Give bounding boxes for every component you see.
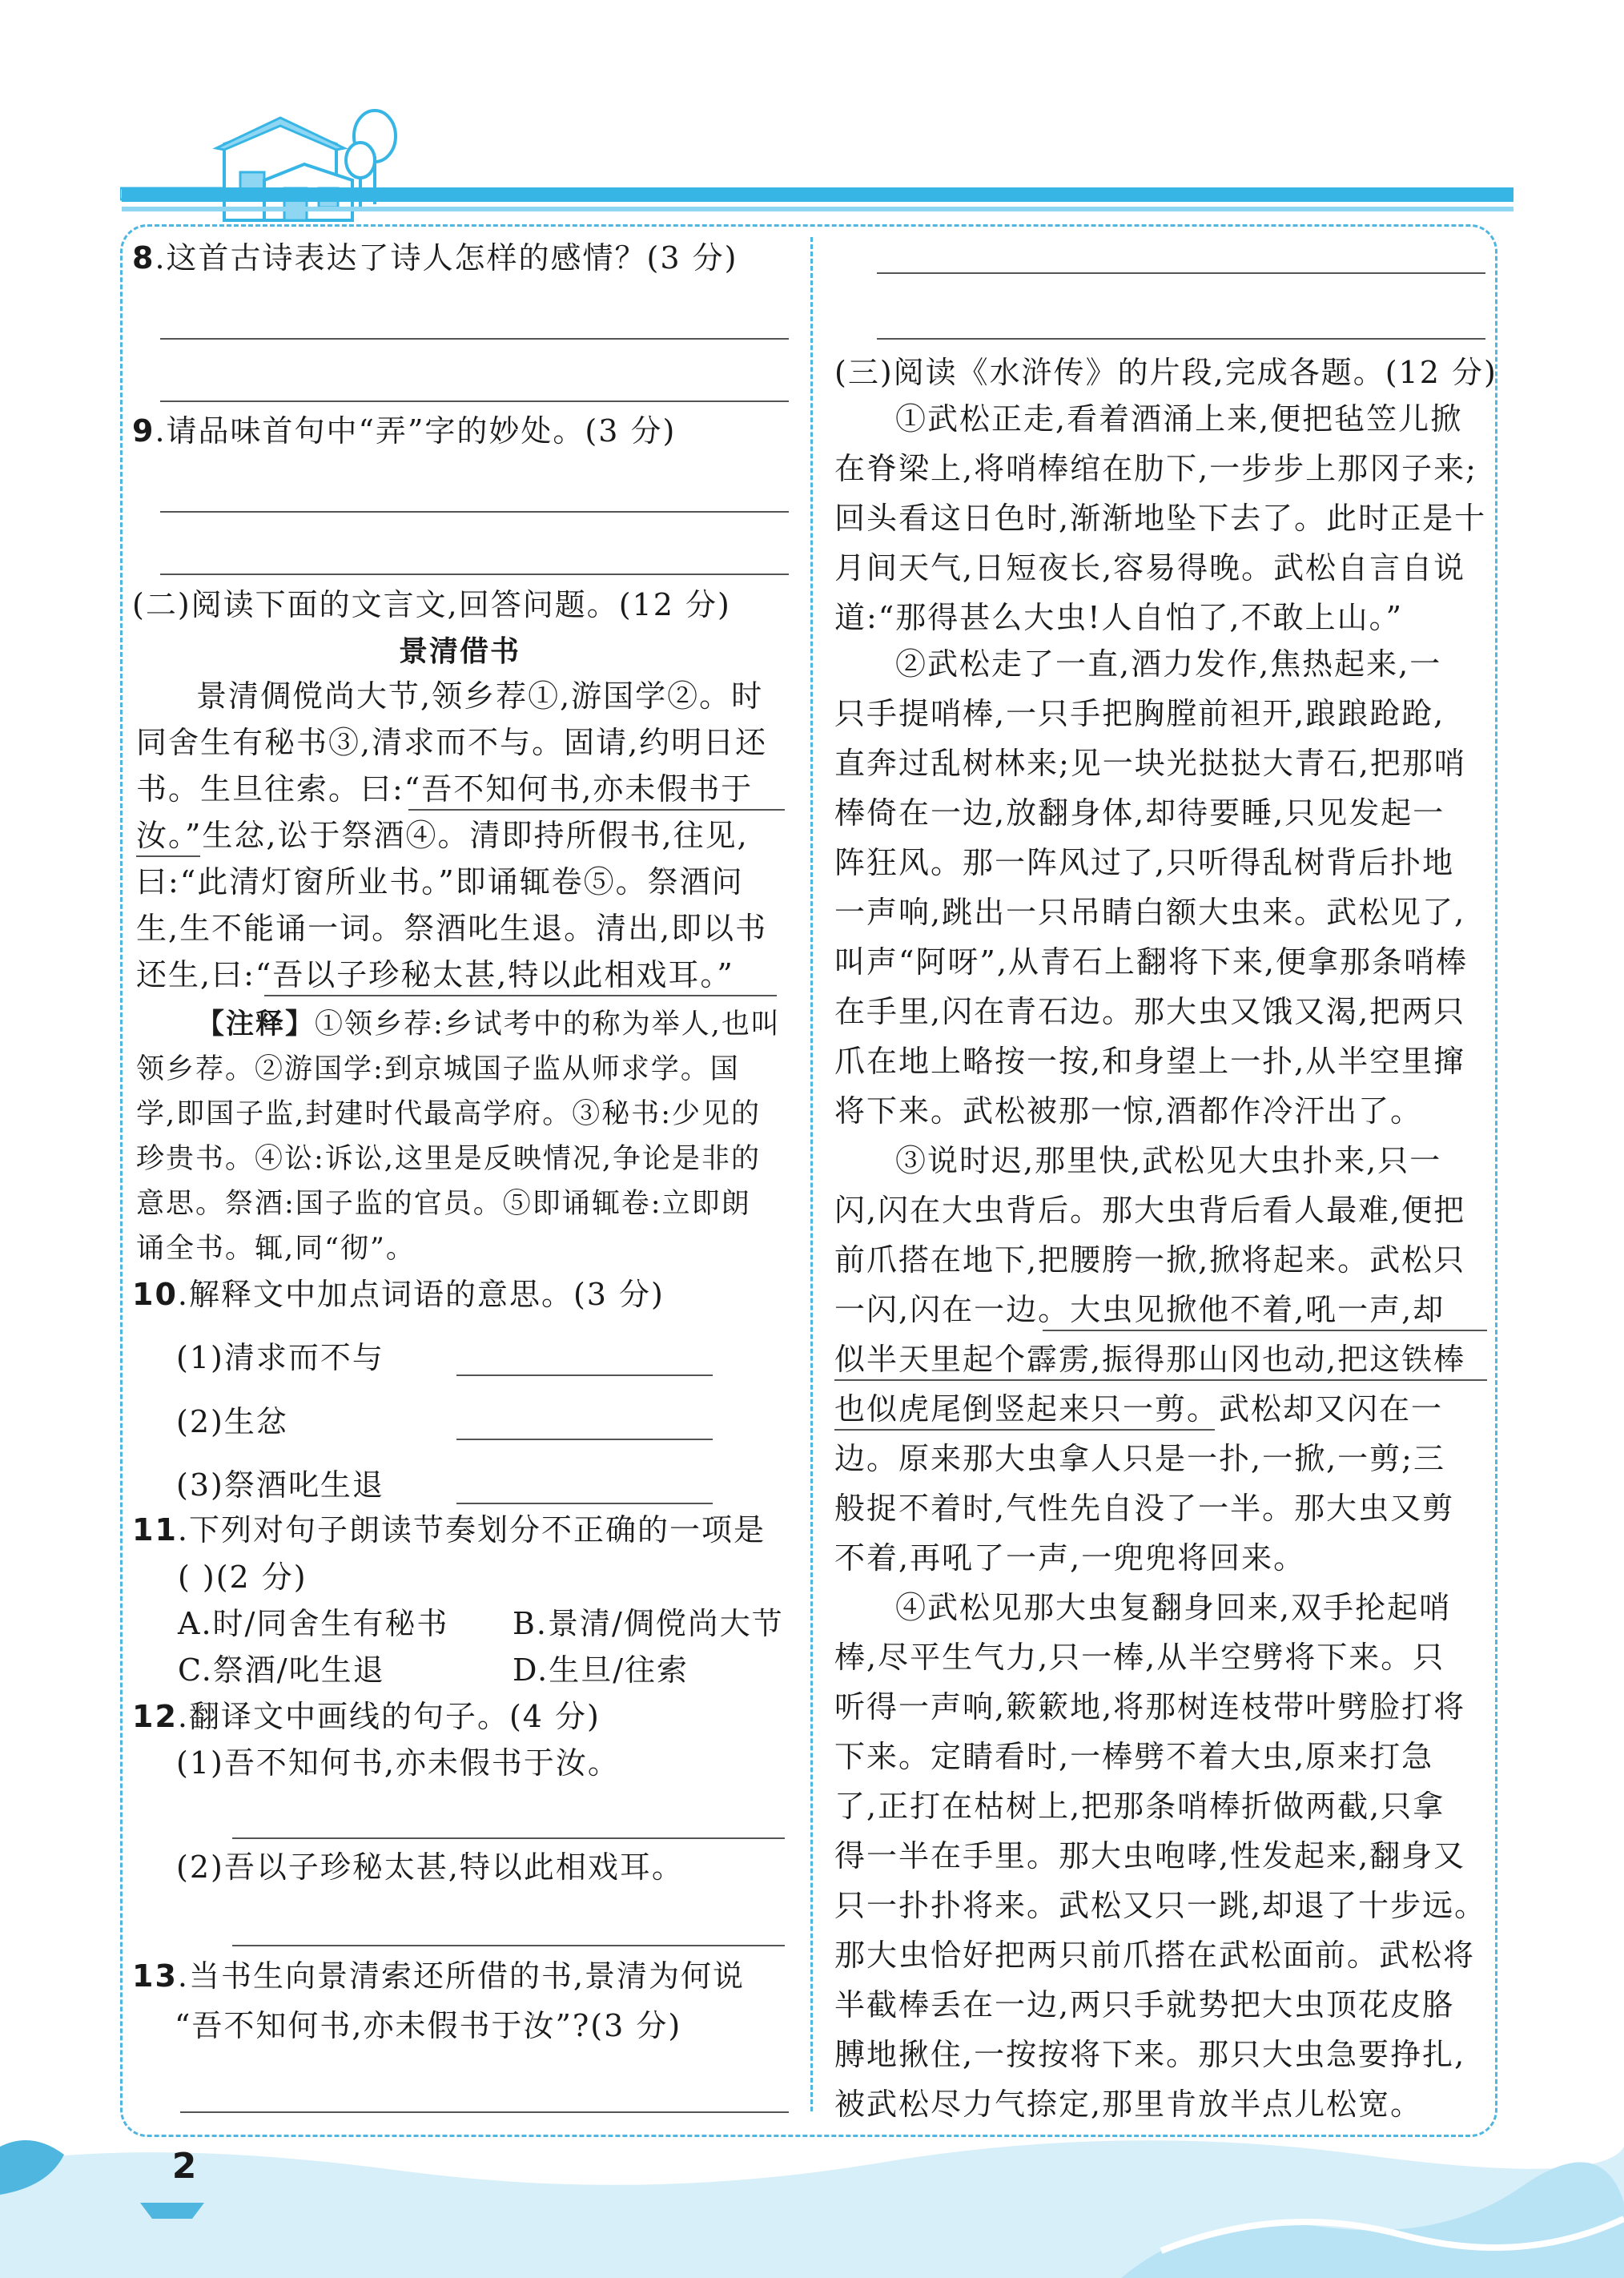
question-text: .这首古诗表达了诗人怎样的感情？(3 分) [155, 240, 738, 276]
underline-mark [264, 995, 777, 996]
question-13 [132, 1953, 745, 1999]
header-bar-shadow [122, 207, 1513, 211]
q10-item-2: (2)生忿 [176, 1404, 288, 1439]
passage-line: 棒倚在一边,放翻身体,却待要睡,只见发起一 [834, 795, 1445, 831]
question-number: 11 [132, 1512, 178, 1548]
passage-line: 了,正打在枯树上,把那条哨棒折做两截,只拿 [834, 1789, 1445, 1824]
passage-line: 前爪搭在地下,把腰胯一掀,掀将起来。武松只 [834, 1242, 1466, 1278]
q11-option-d: D.生旦/往索 [513, 1652, 689, 1688]
passage-line: 同舍生有秘书③,清求而不与。固请,约明日还 [136, 725, 768, 760]
question-text: .下列对句子朗读节奏划分不正确的一项是 [177, 1512, 766, 1548]
passage-line: 书。生旦往索。曰:“吾不知何书,亦未假书于 [136, 771, 754, 807]
passage-line: 膊地揪住,一按按将下来。那只大虫急要挣扎, [834, 2037, 1466, 2072]
passage-line: ①武松正走,看着酒涌上来,便把毡笠儿掀 [895, 401, 1463, 437]
q11-option-b: B.景清/倜傥尚大节 [513, 1606, 784, 1641]
passage-line: 也似虎尾倒竖起来只一剪。武松却又闪在一 [834, 1391, 1444, 1427]
passage-line: ②武松走了一直,酒力发作,焦热起来,一 [895, 646, 1442, 682]
passage-line: 棒,尽平生气力,只一棒,从半空劈将下来。只 [834, 1640, 1445, 1675]
passage-line: 下来。定睛看时,一棒劈不着大虫,原来打急 [834, 1739, 1434, 1774]
q10-item-3: (3)祭酒叱生退 [176, 1467, 384, 1503]
passage-line: 在脊梁上,将哨棒绾在肋下,一步步上那冈子来; [834, 451, 1477, 486]
passage-line: 只手提哨棒,一只手把胸膛前袒开,踉踉跄跄, [834, 696, 1445, 731]
answer-blank [456, 1503, 713, 1504]
question-13-line2: “吾不知何书,亦未假书于汝”?(3 分) [175, 2008, 682, 2043]
passage-line: 汝。”生忿,讼于祭酒④。清即持所假书,往见, [136, 818, 749, 853]
passage-line: 那大虫恰好把两只前爪搭在武松面前。武松将 [834, 1938, 1476, 1973]
question-text: .解释文中加点词语的意思。(3 分) [177, 1277, 665, 1312]
passage-line: 月间天气,日短夜长,容易得晚。武松自言自说 [834, 550, 1466, 586]
section-3-heading: (三)阅读《水浒传》的片段,完成各题。(12 分) [834, 355, 1497, 390]
answer-line [160, 511, 789, 513]
question-text: .请品味首句中“弄”字的妙处。(3 分) [155, 413, 677, 449]
answer-line [180, 2111, 789, 2113]
question-number: 9 [132, 413, 155, 449]
answer-blank [456, 1374, 713, 1376]
passage-line: 一声响,跳出一只吊睛白额大虫来。武松见了, [834, 895, 1466, 930]
passage-line: 在手里,闪在青石边。那大虫又饿又渴,把两只 [834, 994, 1466, 1029]
question-11 [132, 1507, 766, 1553]
note-line: 珍贵书。④讼:诉讼,这里是反映情况,争论是非的 [136, 1143, 762, 1175]
note-line: 学,即国子监,封建时代最高学府。③秘书:少见的 [136, 1098, 762, 1130]
underline-mark [136, 855, 200, 857]
passage-line: 半截棒丢在一边,两只手就势把大虫顶花皮胳 [834, 1987, 1455, 2022]
passage-line: 边。原来那大虫拿人只是一扑,一掀,一剪;三 [834, 1441, 1445, 1476]
q11-answer-paren: ( )(2 分) [178, 1560, 308, 1595]
underline-mark [834, 1379, 1487, 1381]
passage-line: 还生,曰:“吾以子珍秘太甚,特以此相戏耳。” [136, 957, 734, 992]
question-number: 13 [132, 1958, 178, 1994]
note-line: 领乡荐。②游国学:到京城国子监从师求学。国 [136, 1053, 740, 1085]
passage-line: 直奔过乱树林来;见一块光挞挞大青石,把那哨 [834, 746, 1466, 781]
q11-option-a: A.时/同舍生有秘书 [178, 1606, 449, 1641]
page-number: 2 [171, 2146, 197, 2187]
answer-line [232, 1837, 785, 1839]
passage-line: 回头看这日色时,渐渐地坠下去了。此时正是十 [834, 501, 1487, 536]
passage-line: 叫声“阿呀”,从青石上翻将下来,便拿那条哨棒 [834, 944, 1469, 980]
passage-title: 景清借书 [399, 635, 521, 668]
answer-line [160, 400, 789, 402]
passage-line: 生,生不能诵一词。祭酒叱生退。清出,即以书 [136, 911, 768, 946]
note-text: ①领乡荐:乡试考中的称为举人,也叫 [315, 1008, 781, 1040]
question-number: 8 [132, 240, 155, 276]
question-number: 10 [132, 1277, 178, 1312]
passage-line: ③说时迟,那里快,武松见大虫扑来,只一 [895, 1143, 1442, 1178]
passage-line: 将下来。武松被那一惊,酒都作冷汗出了。 [834, 1093, 1423, 1129]
section-2-heading: (二)阅读下面的文言文,回答问题。(12 分) [132, 587, 731, 622]
question-8 [132, 235, 738, 281]
passage-line: 一闪,闪在一边。大虫见掀他不着,吼一声,却 [834, 1292, 1445, 1327]
underline-mark [834, 1429, 1215, 1431]
question-12 [132, 1693, 601, 1740]
note-line: 诵全书。辄,同“彻”。 [136, 1233, 416, 1265]
note-line [196, 1001, 781, 1048]
question-text: .翻译文中画线的句子。(4 分) [177, 1699, 601, 1734]
note-line: 意思。祭酒:国子监的官员。⑤即诵辄卷:立即朗 [136, 1188, 751, 1220]
question-10 [132, 1271, 665, 1318]
q12-item-2: (2)吾以子珍秘太甚,特以此相戏耳。 [176, 1849, 684, 1885]
passage-line: ④武松见那大虫复翻身回来,双手抡起哨 [895, 1590, 1452, 1625]
q10-item-1: (1)清求而不与 [176, 1340, 384, 1375]
header-bar [122, 187, 1513, 202]
answer-line [160, 338, 789, 340]
passage-line: 曰:“此清灯窗所业书。”即诵辄卷⑤。祭酒问 [136, 864, 744, 900]
question-text: .当书生向景清索还所借的书,景清为何说 [177, 1958, 746, 1994]
q11-option-c: C.祭酒/叱生退 [178, 1652, 385, 1688]
answer-blank [456, 1439, 713, 1440]
wave-decoration-icon [0, 2115, 1624, 2278]
question-number: 12 [132, 1699, 178, 1734]
note-label: 【注释】 [196, 1008, 316, 1040]
passage-line: 景清倜傥尚大节,领乡荐①,游国学②。时 [196, 678, 764, 714]
q12-item-1: (1)吾不知何书,亦未假书于汝。 [176, 1745, 620, 1781]
answer-line [877, 272, 1485, 274]
passage-line: 被武松尽力气捺定,那里肯放半点儿松宽。 [834, 2087, 1423, 2122]
passage-line: 爪在地上略按一按,和身望上一扑,从半空里撺 [834, 1044, 1466, 1079]
answer-line [232, 1945, 785, 1946]
passage-line: 似半天里起个霹雳,振得那山冈也动,把这铁棒 [834, 1342, 1466, 1377]
underline-mark [408, 809, 785, 811]
passage-line: 阵狂风。那一阵风过了,只听得乱树背后扑地 [834, 845, 1455, 880]
underline-mark [1043, 1330, 1487, 1331]
passage-line: 听得一声响,簌簌地,将那树连枝带叶劈脸打将 [834, 1689, 1466, 1725]
answer-line [160, 574, 789, 575]
passage-line: 得一半在手里。那大虫咆哮,性发起来,翻身又 [834, 1838, 1466, 1874]
answer-line [877, 338, 1485, 340]
question-9 [132, 408, 676, 454]
passage-line: 道:“那得甚么大虫!人自怕了,不敢上山。” [834, 600, 1404, 635]
passage-line: 只一扑扑将来。武松又只一跳,却退了十步远。 [834, 1888, 1487, 1923]
passage-line: 般捉不着时,气性先自没了一半。那大虫又剪 [834, 1491, 1455, 1526]
passage-line: 闪,闪在大虫背后。那大虫背后看人最难,便把 [834, 1193, 1466, 1228]
column-divider [810, 237, 813, 2111]
passage-line: 不着,再吼了一声,一兜兜将回来。 [834, 1540, 1306, 1576]
